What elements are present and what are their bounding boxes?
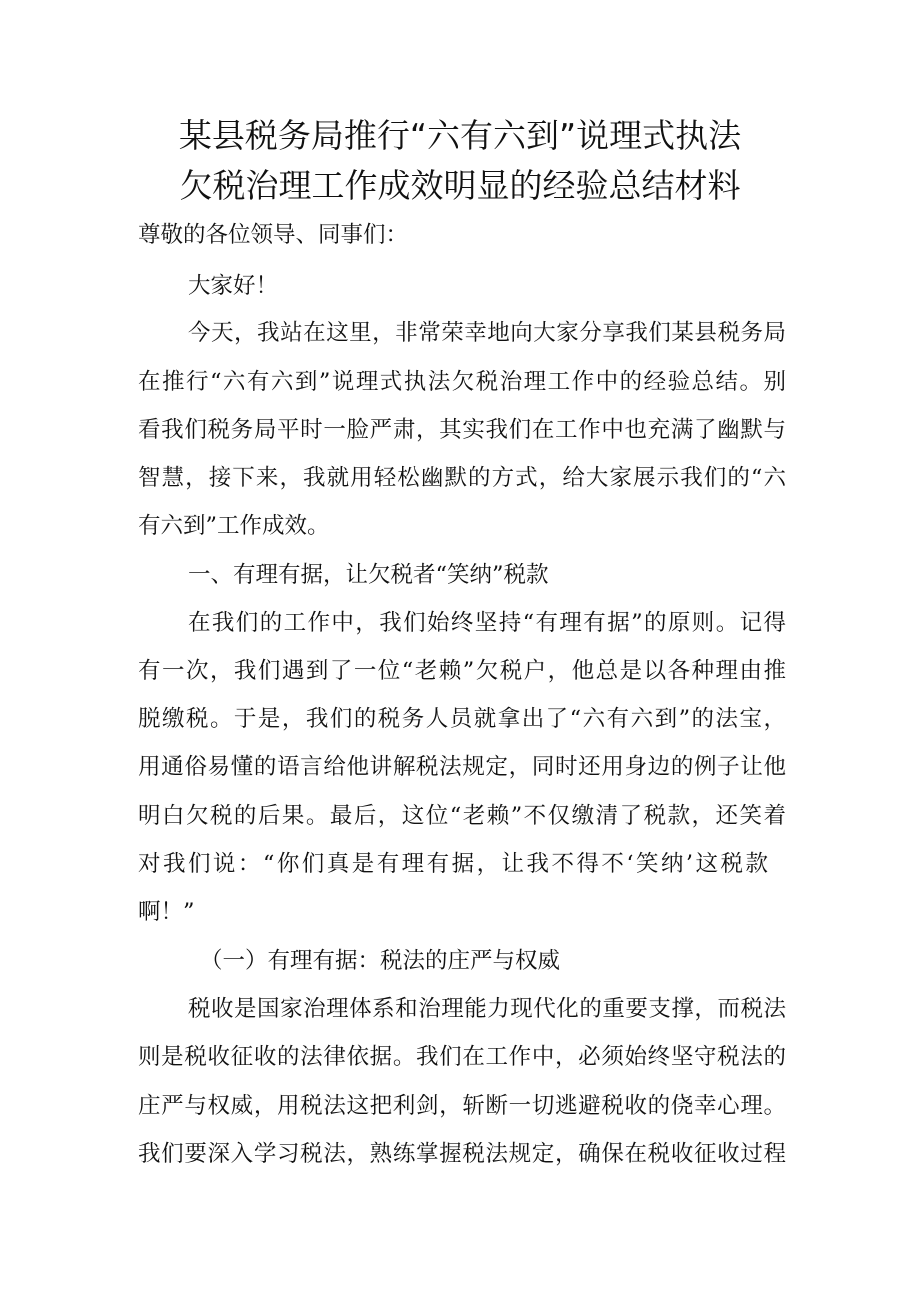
paragraph-line: 庄严与权威，用税法这把利剑，斩断一切逃避税收的侥幸心理。 [138, 1093, 786, 1119]
salutation: 尊敬的各位领导、同事们： [138, 222, 409, 248]
paragraph-line: 有一次，我们遇到了一位“老赖”欠税户，他总是以各种理由推 [138, 658, 786, 684]
paragraph-line: 啊！” [138, 899, 195, 925]
paragraph-line: 明白欠税的后果。最后，这位“老赖”不仅缴清了税款，还笑着 [138, 803, 786, 829]
subsection-heading: （一）有理有据：税法的庄严与权威 [200, 948, 561, 974]
paragraph-line: 则是税收征收的法律依据。我们在工作中，必须始终坚守税法的 [138, 1044, 786, 1070]
paragraph-line: 用通俗易懂的语言给他讲解税法规定，同时还用身边的例子让他 [138, 754, 786, 780]
paragraph-line: 脱缴税。于是，我们的税务人员就拿出了“六有六到”的法宝， [138, 706, 786, 732]
document-title-line-2: 欠税治理工作成效明显的经验总结材料 [179, 166, 741, 205]
paragraph-line: 看我们税务局平时一脸严肃，其实我们在工作中也充满了幽默与 [138, 417, 786, 443]
paragraph-line: 在推行“六有六到”说理式执法欠税治理工作中的经验总结。别 [138, 369, 786, 395]
greeting: 大家好！ [188, 273, 279, 299]
paragraph-line: 对我们说：“你们真是有理有据，让我不得不‘笑纳’这税款 [138, 851, 768, 877]
paragraph-line: 在我们的工作中，我们始终坚持“有理有据”的原则。记得 [188, 610, 786, 636]
section-heading: 一、有理有据，让欠税者“笑纳”税款 [188, 562, 549, 588]
paragraph-line: 智慧，接下来，我就用轻松幽默的方式，给大家展示我们的“六 [138, 465, 786, 491]
paragraph-line: 今天，我站在这里，非常荣幸地向大家分享我们某县税务局 [188, 320, 786, 346]
paragraph-line: 我们要深入学习税法，熟练掌握税法规定，确保在税收征收过程 [138, 1141, 786, 1167]
paragraph-line: 税收是国家治理体系和治理能力现代化的重要支撑，而税法 [188, 996, 786, 1022]
document-title-line-1: 某县税务局推行“六有六到”说理式执法 [178, 116, 742, 155]
paragraph-line: 有六到”工作成效。 [138, 513, 330, 539]
